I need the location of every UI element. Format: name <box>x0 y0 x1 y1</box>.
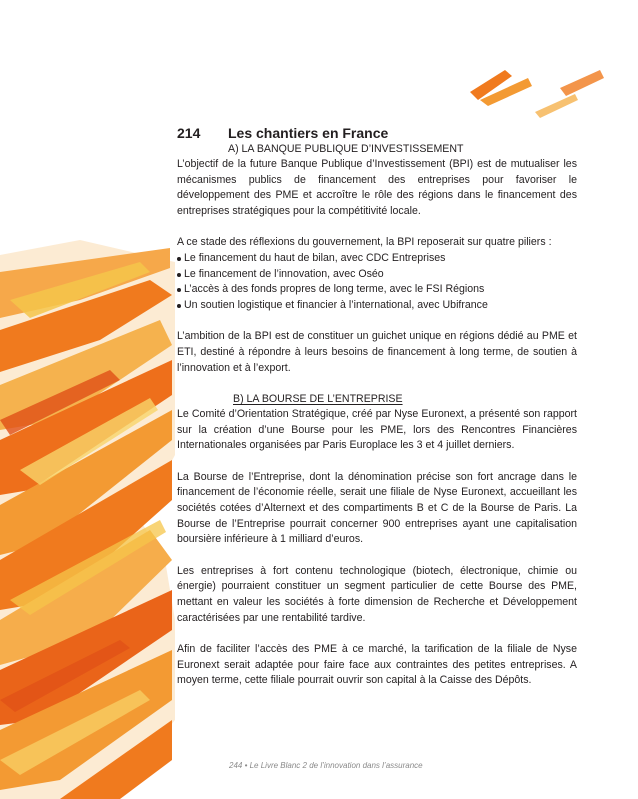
paragraph-bourse-committee: Le Comité d’Orientation Stratégique, créé par Nyse Euronext, a présenté son rapport sur la création d’une Bourse pour les PME, lors des Rencontres Financières Internationales organisées par Paris Europlace les 3 et 4 juillet derniers. <box>177 407 577 452</box>
section-number: 214 <box>177 125 201 141</box>
footer-separator: • <box>242 761 250 770</box>
page-footer <box>229 761 423 770</box>
footer-book-title: Le Livre Blanc 2 de l’innovation dans l’assurance <box>249 761 423 770</box>
page-content <box>177 124 577 689</box>
list-item: Un soutien logistique et financier à l’international, avec Ubifrance <box>177 298 577 314</box>
page-number: 244 <box>229 761 243 770</box>
paragraph-bpi-ambition: L’ambition de la BPI est de constituer un guichet unique en régions dédié au PME et ETI, destiné à répondre à leurs besoins de financement à long terme, de soutien à l’innovation et à l’export. <box>177 330 577 374</box>
subheading-bourse: B) LA BOURSE DE L’ENTREPRISE <box>233 392 403 405</box>
paragraph-bourse-tech: Les entreprises à fort contenu technologique (biotech, électronique, chimie ou énergie) pourraient constituer un segment particulier de cette Bourse des PME, mettant en valeur les sociétés à forte dimension de Recherche et Développement caractérisées par une rentabilité tardive. <box>177 564 577 624</box>
paragraph-bpi-objective: L’objectif de la future Banque Publique d’Investissement (BPI) est de mutualiser les mécanismes publics de financement des entreprises pour favoriser le développement des PME et accroître le rôle des régions dans le financement des entreprises stratégiques pour la compétitivité locale. <box>177 158 577 218</box>
list-item: Le financement de l’innovation, avec Oséo <box>177 267 577 283</box>
pillar-list <box>177 251 577 314</box>
section-heading <box>177 124 577 142</box>
paragraph-bpi-pillars-intro: A ce stade des réflexions du gouvernement, la BPI reposerait sur quatre piliers : <box>177 236 552 249</box>
subheading-bpi: A) LA BANQUE PUBLIQUE D’INVESTISSEMENT <box>228 143 464 155</box>
bullet-icon <box>177 288 181 292</box>
bullet-icon <box>177 273 181 277</box>
list-item: Le financement du haut de bilan, avec CDC Entreprises <box>177 251 577 267</box>
paragraph-bourse-entreprise: La Bourse de l’Entreprise, dont la dénomination précise son fort ancrage dans le financement de l’économie réelle, serait une filiale de Nyse Euronext, accueillant les sociétés cotées d’Alternext et des compartiments B et C de la Bourse de Paris. La Bourse de l’Entreprise pourrait concerner 900 entreprises ayant une capitalisation boursière inférieure à 1 milliard d’euros. <box>177 470 577 546</box>
paragraph-bourse-access: Afin de faciliter l’accès des PME à ce marché, la tarification de la filiale de Nyse Euronext serait adaptée pour faire face aux contraintes des petites entreprises. A moyen terme, cette filiale pourrait ouvrir son capital à la Caisse des Dépôts. <box>177 642 577 687</box>
bullet-icon <box>177 257 181 261</box>
section-title: Les chantiers en France <box>228 125 389 141</box>
bullet-icon <box>177 304 181 308</box>
list-item: L’accès à des fonds propres de long terme, avec le FSI Régions <box>177 282 577 298</box>
